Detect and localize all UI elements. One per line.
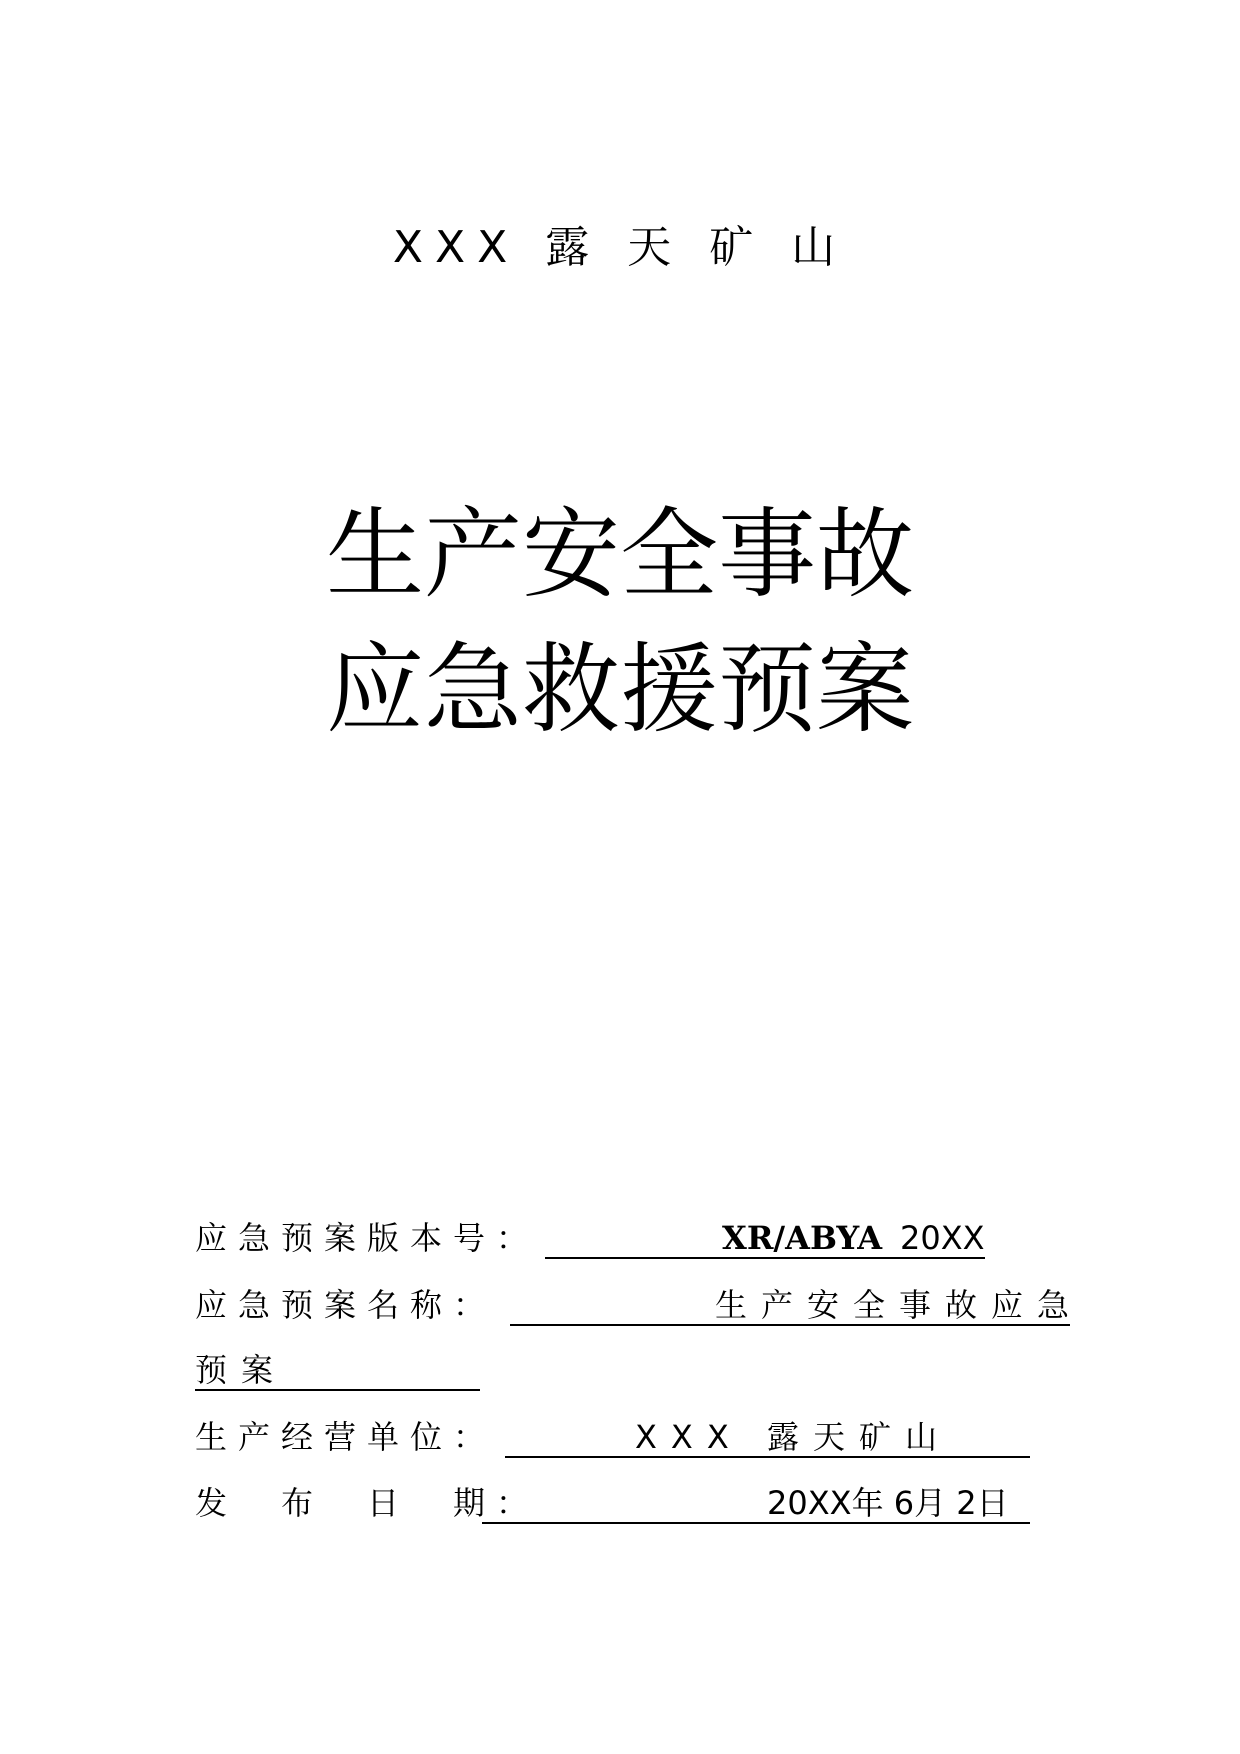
version-year-value: 20XX	[900, 1219, 985, 1257]
plan-name-continuation	[195, 1345, 1075, 1395]
plan-name-continuation-underline	[195, 1389, 480, 1391]
version-number-field	[195, 1213, 1075, 1263]
document-title-line-2: 应急救援预案	[325, 633, 914, 747]
company-name: XXX 露 天 矿 山	[392, 222, 848, 273]
production-unit-value: XXX 露天矿山	[635, 1418, 951, 1456]
production-unit-label: 生产经营单位：	[195, 1418, 497, 1456]
release-date-label: 发 布 日 期：	[195, 1484, 540, 1522]
version-code-value: XR/ABYA	[722, 1219, 883, 1257]
plan-name-label: 应急预案名称：	[195, 1286, 497, 1324]
document-title-line-1: 生产安全事故	[325, 498, 914, 612]
production-unit-field	[195, 1412, 1075, 1462]
version-number-label: 应急预案版本号：	[195, 1219, 540, 1257]
release-date-value: 20XX年 6月 2日	[767, 1484, 1009, 1522]
plan-name-value-continued: 预案	[195, 1351, 288, 1389]
release-date-field	[195, 1478, 1075, 1528]
plan-name-value: 生产安全事故应急	[715, 1286, 1084, 1324]
plan-name-field	[195, 1280, 1084, 1330]
